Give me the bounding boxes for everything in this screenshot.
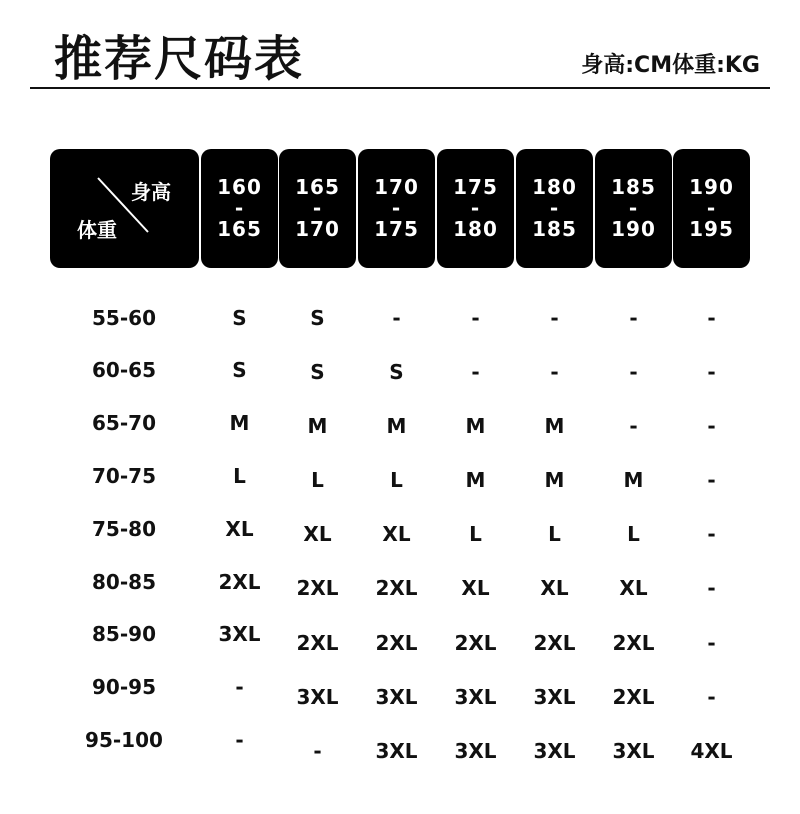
weight-row-label: 65-70 <box>92 411 156 435</box>
size-cell: 2XL <box>612 631 655 655</box>
height-header-top: 180 <box>532 175 577 199</box>
size-cell: - <box>550 306 559 330</box>
height-header-bottom: 170 <box>295 217 340 241</box>
height-header-sep: - <box>312 196 323 220</box>
size-cell: - <box>707 468 716 492</box>
size-cell: 3XL <box>612 739 655 763</box>
size-cell: - <box>629 360 638 384</box>
size-cell: - <box>707 360 716 384</box>
height-header-bottom: 175 <box>374 217 419 241</box>
diagonal-divider <box>50 149 199 268</box>
size-cell: - <box>550 360 559 384</box>
size-cell: M <box>229 411 250 435</box>
size-cell: - <box>313 739 322 763</box>
size-cell: XL <box>540 576 569 600</box>
height-header-top: 190 <box>689 175 734 199</box>
size-cell: 2XL <box>612 685 655 709</box>
size-cell: S <box>310 360 325 384</box>
size-cell: - <box>629 414 638 438</box>
size-cell: XL <box>225 517 254 541</box>
weight-row-label: 85-90 <box>92 622 156 646</box>
size-cell: 3XL <box>533 739 576 763</box>
size-cell: L <box>627 522 640 546</box>
size-cell: XL <box>461 576 490 600</box>
size-cell: - <box>471 360 480 384</box>
size-cell: 2XL <box>218 570 261 594</box>
weight-axis-label: 体重 <box>77 218 117 242</box>
size-cell: - <box>707 414 716 438</box>
size-cell: L <box>390 468 403 492</box>
size-cell: 4XL <box>690 739 733 763</box>
size-cell: - <box>707 522 716 546</box>
weight-row-label: 60-65 <box>92 358 156 382</box>
height-header-sep: - <box>706 196 717 220</box>
height-header-5 <box>595 149 672 268</box>
height-header-6 <box>673 149 750 268</box>
height-header-bottom: 195 <box>689 217 734 241</box>
size-cell: - <box>707 306 716 330</box>
page-title: 推荐尺码表 <box>54 31 305 87</box>
height-header-sep: - <box>470 196 481 220</box>
weight-row-label: 70-75 <box>92 464 156 488</box>
size-cell: XL <box>619 576 648 600</box>
height-header-sep: - <box>628 196 639 220</box>
size-cell: 3XL <box>296 685 339 709</box>
height-header-sep: - <box>391 196 402 220</box>
size-cell: - <box>707 576 716 600</box>
height-header-top: 170 <box>374 175 419 199</box>
height-header-3 <box>437 149 514 268</box>
size-cell: L <box>233 464 246 488</box>
weight-row-label: 55-60 <box>92 306 156 330</box>
size-cell: 2XL <box>375 631 418 655</box>
weight-row-label: 75-80 <box>92 517 156 541</box>
size-cell: L <box>469 522 482 546</box>
height-header-top: 160 <box>217 175 262 199</box>
height-header-top: 185 <box>611 175 656 199</box>
size-cell: - <box>392 306 401 330</box>
size-cell: 3XL <box>375 739 418 763</box>
size-cell: - <box>235 675 244 699</box>
size-cell: - <box>235 728 244 752</box>
height-header-sep: - <box>234 196 245 220</box>
height-axis-label: 身高 <box>131 180 171 204</box>
height-header-0 <box>201 149 278 268</box>
size-cell: M <box>544 468 565 492</box>
size-cell: 2XL <box>296 631 339 655</box>
size-cell: - <box>471 306 480 330</box>
size-cell: L <box>548 522 561 546</box>
height-header-bottom: 190 <box>611 217 656 241</box>
height-header-1 <box>279 149 356 268</box>
weight-row-label: 90-95 <box>92 675 156 699</box>
weight-row-label: 95-100 <box>85 728 163 752</box>
height-header-sep: - <box>549 196 560 220</box>
size-cell: XL <box>303 522 332 546</box>
weight-row-label: 80-85 <box>92 570 156 594</box>
size-cell: L <box>311 468 324 492</box>
size-cell: 2XL <box>533 631 576 655</box>
size-cell: XL <box>382 522 411 546</box>
height-header-top: 175 <box>453 175 498 199</box>
size-cell: 2XL <box>375 576 418 600</box>
size-cell: 2XL <box>454 631 497 655</box>
size-cell: M <box>386 414 407 438</box>
size-cell: S <box>232 306 247 330</box>
table-corner-header <box>50 149 199 268</box>
height-header-top: 165 <box>295 175 340 199</box>
size-cell: 3XL <box>533 685 576 709</box>
size-cell: - <box>707 631 716 655</box>
size-cell: 3XL <box>454 685 497 709</box>
size-cell: S <box>232 358 247 382</box>
height-header-bottom: 180 <box>453 217 498 241</box>
size-cell: M <box>623 468 644 492</box>
size-cell: M <box>544 414 565 438</box>
size-cell: M <box>307 414 328 438</box>
size-cell: M <box>465 414 486 438</box>
size-cell: 2XL <box>296 576 339 600</box>
size-cell: - <box>629 306 638 330</box>
size-cell: - <box>707 685 716 709</box>
height-header-4 <box>516 149 593 268</box>
size-cell: 3XL <box>375 685 418 709</box>
height-header-bottom: 165 <box>217 217 262 241</box>
size-cell: 3XL <box>218 622 261 646</box>
size-cell: S <box>389 360 404 384</box>
height-header-bottom: 185 <box>532 217 577 241</box>
units-note: 身高:CM体重:KG <box>581 53 760 78</box>
height-header-2 <box>358 149 435 268</box>
title-divider <box>30 87 770 89</box>
size-cell: 3XL <box>454 739 497 763</box>
size-cell: S <box>310 306 325 330</box>
size-cell: M <box>465 468 486 492</box>
